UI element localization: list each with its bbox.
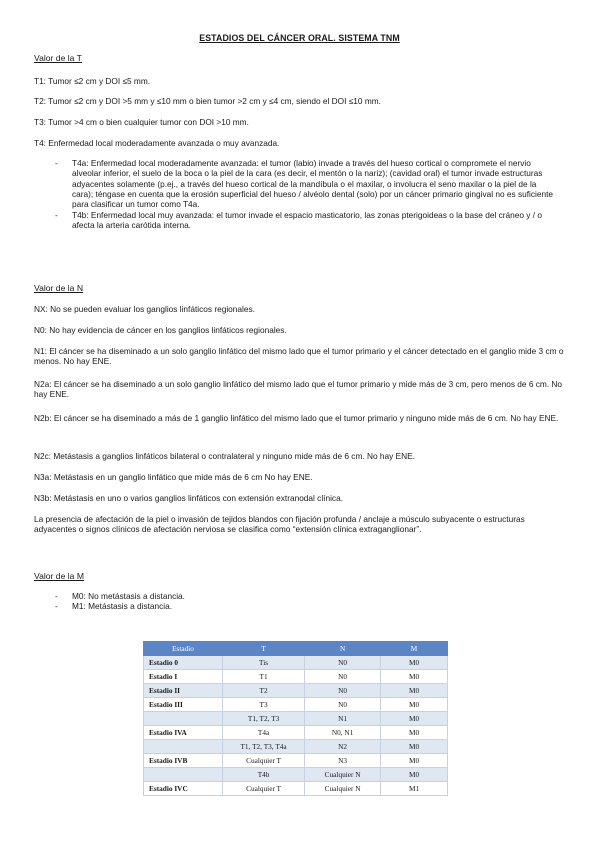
m-cell: M0: [381, 740, 448, 754]
stage-cell: Estadio IVC: [144, 782, 223, 796]
m-cell: M1: [381, 782, 448, 796]
stage-cell: [144, 768, 223, 782]
table-row: [144, 754, 448, 768]
n1-definition: N1: El cáncer se ha diseminado a un solo ganglio linfático del mismo lado que el tumor primario y el cáncer detectado en el ganglio mide 3 cm o menos. No hay ENE.: [34, 346, 564, 367]
header-t: T: [223, 642, 305, 656]
m-cell: M0: [381, 670, 448, 684]
m-cell: M0: [381, 698, 448, 712]
document-title: ESTADIOS DEL CÁNCER ORAL. SISTEMA TNM: [199, 33, 400, 43]
header-m: M: [381, 642, 448, 656]
m-cell: M0: [381, 754, 448, 768]
stage-cell: [144, 740, 223, 754]
t-cell: T3: [223, 698, 305, 712]
tnm-staging-table: [143, 641, 448, 796]
n-cell: N0, N1: [305, 726, 381, 740]
bullet-dash: -: [55, 591, 58, 601]
stage-cell: Estadio IVB: [144, 754, 223, 768]
n-cell: Cualquier N: [305, 782, 381, 796]
n2a-definition: N2a: El cáncer se ha diseminado a un solo ganglio linfático del mismo lado que el tumor primario y mide más de 3 cm, pero menos de 6 cm. No hay ENE.: [34, 379, 563, 400]
n-cell: N3: [305, 754, 381, 768]
stage-cell: [144, 712, 223, 726]
t4-subtypes-list: [55, 158, 555, 231]
t3-definition: T3: Tumor >4 cm o bien cualquier tumor con DOI >10 mm.: [34, 117, 249, 127]
m-values-list: [55, 591, 555, 612]
table-row: [144, 768, 448, 782]
list-item: [55, 591, 555, 601]
list-item: [55, 158, 555, 210]
t-cell: T1, T2, T3: [223, 712, 305, 726]
m-cell: M0: [381, 768, 448, 782]
t-cell: Cualquier T: [223, 754, 305, 768]
n-cell: N0: [305, 656, 381, 670]
n-cell: N0: [305, 698, 381, 712]
stage-cell: Estadio I: [144, 670, 223, 684]
n-cell: N2: [305, 740, 381, 754]
table-row: [144, 726, 448, 740]
nx-definition: NX: No se pueden evaluar los ganglios linfáticos regionales.: [34, 304, 255, 314]
header-stage: Estadio: [144, 642, 223, 656]
m-section-heading: Valor de la M: [34, 571, 84, 581]
stage-cell: Estadio II: [144, 684, 223, 698]
t4a-definition: T4a: Enfermedad local moderadamente avanzada: el tumor (labio) invade a través del hueso cortical o compromete el nervio alveolar inferior, el suelo de la boca o la piel de la cara (es decir, el mentón o la nariz); (cavidad oral) el tumor invade estructuras adyacentes solamente (p.ej., a través del hueso cortical de la mandíbula o el maxilar, o involucra el seno maxilar o la piel de la cara); téngase en cuenta que la erosión superficial del hueso / alvéolo dental (solo) por un cáncer primario gingival no es suficiente para clasificar un tumor como T4a.: [72, 158, 554, 210]
m-cell: M0: [381, 726, 448, 740]
bullet-dash: -: [55, 209, 58, 220]
table-header-row: [144, 642, 448, 656]
t4-definition: T4: Enfermedad local moderadamente avanzada o muy avanzada.: [34, 138, 280, 148]
n-cell: N0: [305, 670, 381, 684]
n-cell: Cualquier N: [305, 768, 381, 782]
n2c-definition: N2c: Metástasis a ganglios linfáticos bilateral o contralateral y ninguno mide más de 6 cm. No hay ENE.: [34, 451, 415, 461]
t1-definition: T1: Tumor ≤2 cm y DOI ≤5 mm.: [34, 76, 151, 86]
n3a-definition: N3a: Metástasis en un ganglio linfático que mide más de 6 cm No hay ENE.: [34, 472, 313, 482]
bullet-dash: -: [55, 601, 58, 612]
t-cell: T2: [223, 684, 305, 698]
m-cell: M0: [381, 684, 448, 698]
table-row: [144, 698, 448, 712]
t-cell: T4a: [223, 726, 305, 740]
t-section-heading: Valor de la T: [34, 53, 82, 63]
list-item: [55, 601, 555, 611]
t-cell: Tis: [223, 656, 305, 670]
n0-definition: N0: No hay evidencia de cáncer en los ganglios linfáticos regionales.: [34, 325, 287, 335]
extranodal-extension-note: La presencia de afectación de la piel o invasión de tejidos blandos con fijación profunda / anclaje a músculo subyacente o estructuras adyacentes o signos clínicos de afectación nerviosa se clasifica como “extensión clínica extraganglionar”.: [34, 514, 525, 535]
n-cell: N1: [305, 712, 381, 726]
header-n: N: [305, 642, 381, 656]
table-row: [144, 712, 448, 726]
t-cell: Cualquier T: [223, 782, 305, 796]
t-cell: T1: [223, 670, 305, 684]
t2-definition: T2: Tumor ≤2 cm y DOI >5 mm y ≤10 mm o bien tumor >2 cm y ≤4 cm, siendo el DOI ≤10 mm.: [34, 96, 381, 106]
m-cell: M0: [381, 712, 448, 726]
t-cell: T1, T2, T3, T4a: [223, 740, 305, 754]
t4b-definition: T4b: Enfermedad local muy avanzada: el tumor invade el espacio masticatorio, las zonas pterigoideas o la base del cráneo y / o afecta la arteria carótida interna.: [72, 209, 542, 231]
table-row: [144, 782, 448, 796]
n-section-heading: Valor de la N: [34, 283, 84, 293]
n2b-definition: N2b: El cáncer se ha diseminado a más de 1 ganglio linfático del mismo lado que el tumor primario y ninguno mide más de 6 cm. No hay ENE.: [34, 413, 559, 423]
m0-definition: M0: No metástasis a distancia.: [72, 591, 185, 601]
t-cell: T4b: [223, 768, 305, 782]
n-cell: N0: [305, 684, 381, 698]
table-row: [144, 670, 448, 684]
m1-definition: M1: Metástasis a distancia.: [72, 601, 173, 612]
table-row: [144, 740, 448, 754]
stage-cell: Estadio IVA: [144, 726, 223, 740]
n3b-definition: N3b: Metástasis en uno o varios ganglios linfáticos con extensión extranodal clínica.: [34, 493, 344, 503]
table-row: [144, 656, 448, 670]
m-cell: M0: [381, 656, 448, 670]
bullet-dash: -: [55, 158, 58, 168]
stage-cell: Estadio 0: [144, 656, 223, 670]
table-row: [144, 684, 448, 698]
stage-cell: Estadio III: [144, 698, 223, 712]
list-item: [55, 210, 555, 231]
